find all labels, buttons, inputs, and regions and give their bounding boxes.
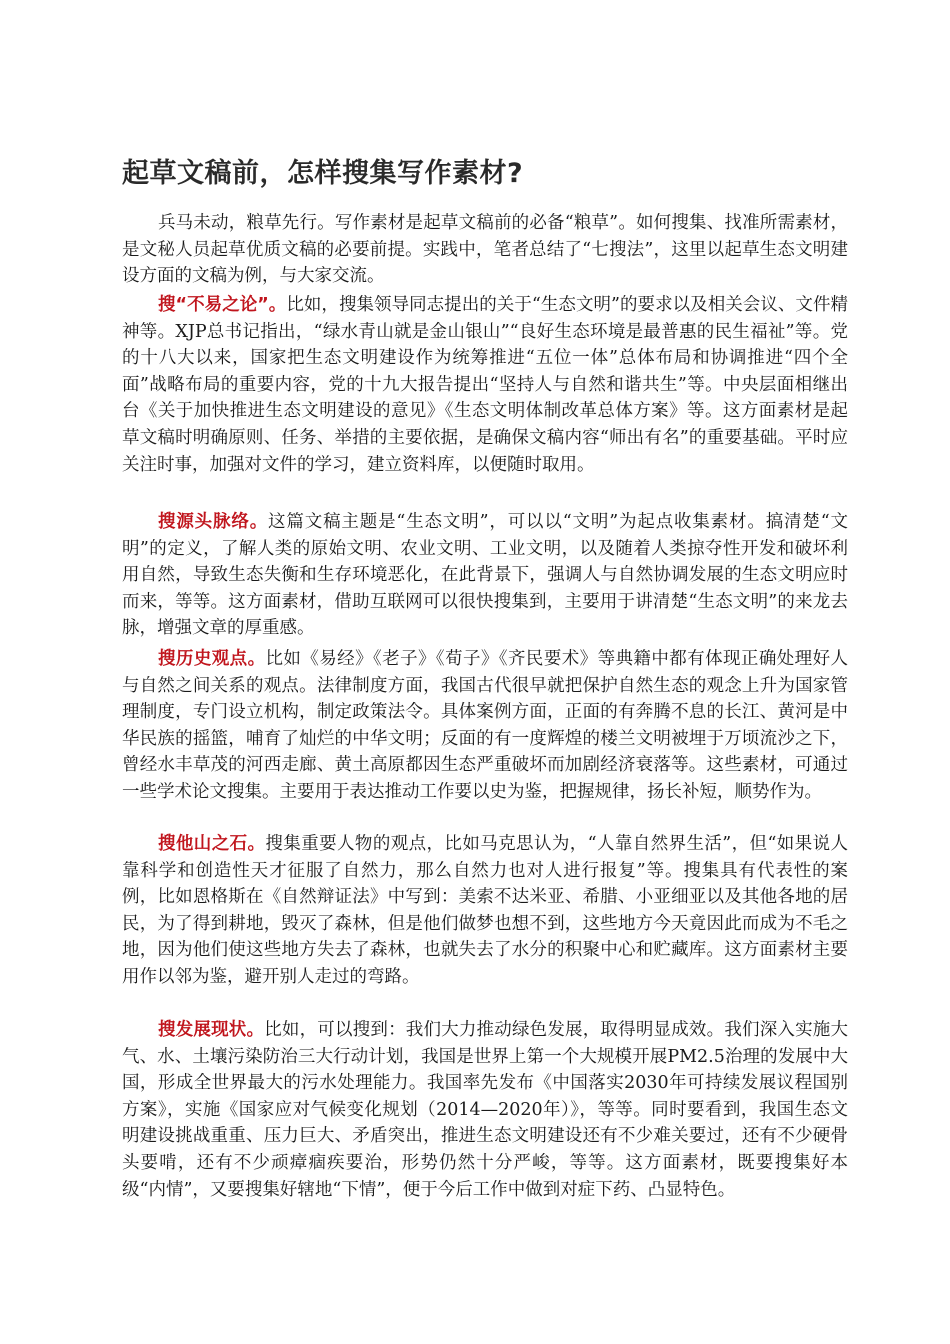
paragraph-section (122, 1017, 848, 1203)
section-lead-heading: 搜发展现状。 (158, 1020, 265, 1040)
paragraph-intro (122, 210, 848, 290)
paragraph-text: 比如，搜集领导同志提出的关于“生态文明”的要求以及相关会议、文件精神等。XJP总书记指出，“绿水青山就是金山银山”“良好生态环境是最普惠的民生福祉”等。党的十八大以来，国家把生态文明建设作为统筹推进“五位一体”总体布局和协调推进“四个全面”战略布局的重要内容，党的十九大报告提出“坚持人与自然和谐共生”等。中央层面相继出台《关于加快推进生态文明建设的意见》《生态文明体制改革总体方案》等。这方面素材是起草文稿时明确原则、任务、举措的主要依据，是确保文稿内容“师出有名”的重要基础。平时应关注时事，加强对文件的学习，建立资料库，以便随时取用。 (122, 295, 848, 475)
paragraph-section (122, 831, 848, 991)
paragraph-text: 搜集重要人物的观点，比如马克思认为，“人靠自然界生活”，但“如果说人靠科学和创造性天才征服了自然力，那么自然力也对人进行报复”等。搜集具有代表性的案例，比如恩格斯在《自然辩证法》中写到：美索不达米亚、希腊、小亚细亚以及其他各地的居民，为了得到耕地，毁灭了森林，但是他们做梦也想不到，这些地方今天竟因此而成为不毛之地，因为他们使这些地方失去了森林，也就失去了水分的积聚中心和贮藏库。这方面素材主要用作以邻为鉴，避开别人走过的弯路。 (122, 834, 849, 987)
paragraph-section (122, 646, 848, 806)
paragraph-text: 比如《易经》《老子》《荀子》《齐民要术》等典籍中都有体现正确处理好人与自然之间关系的观点。法律制度方面，我国古代很早就把保护自然生态的观念上升为国家管理制度，专门设立机构，制定政策法令。具体案例方面，正面的有奔腾不息的长江、黄河是中华民族的摇篮，哺育了灿烂的中华文明；反面的有一度辉煌的楼兰文明被埋于万顷流沙之下，曾经水丰草茂的河西走廊、黄土高原都因生态严重破坏而加剧经济衰落等。这些素材，可通过一些学术论文搜集。主要用于表达推动工作要以史为鉴，把握规律，扬长补短，顺势作为。 (122, 649, 848, 802)
paragraph-text: 比如，可以搜到：我们大力推动绿色发展，取得明显成效。我们深入实施大气、水、土壤污染防治三大行动计划，我国是世界上第一个大规模开展PM2.5治理的发展中大国，形成全世界最大的污水处理能力。我国率先发布《中国落实2030年可持续发展议程国别方案》，实施《国家应对气候变化规划（2014—2020年）》，等等。同时要看到，我国生态文明建设挑战重重、压力巨大、矛盾突出，推进生态文明建设还有不少难关要过，还有不少硬骨头要啃，还有不少顽瘴痼疾要治，形势仍然十分严峻，等等。这方面素材，既要搜集好本级“内情”，又要搜集好辖地“下情”，便于今后工作中做到对症下药、凸显特色。 (122, 1020, 849, 1200)
section-lead-heading: 搜源头脉络。 (158, 512, 269, 532)
paragraph-section (122, 509, 848, 642)
paragraph-section (122, 292, 848, 478)
section-lead-heading: 搜他山之石。 (158, 834, 266, 854)
section-lead-heading: 搜历史观点。 (158, 649, 266, 669)
article-title: 起草文稿前，怎样搜集写作素材? (122, 158, 524, 189)
paragraph-text: 兵马未动，粮草先行。写作素材是起草文稿前的必备“粮草”。如何搜集、找准所需素材，是文秘人员起草优质文稿的必要前提。实践中，笔者总结了“七搜法”，这里以起草生态文明建设方面的文稿为例，与大家交流。 (122, 213, 848, 287)
paragraph-text: 这篇文稿主题是“生态文明”，可以以“文明”为起点收集素材。搞清楚“文明”的定义，了解人类的原始文明、农业文明、工业文明，以及随着人类掠夺性开发和破坏利用自然，导致生态失衡和生存环境恶化，在此背景下，强调人与自然协调发展的生态文明应时而来，等等。这方面素材，借助互联网可以很快搜集到，主要用于讲清楚“生态文明”的来龙去脉，增强文章的厚重感。 (122, 512, 849, 639)
section-lead-heading: 搜“不易之论”。 (158, 295, 287, 315)
